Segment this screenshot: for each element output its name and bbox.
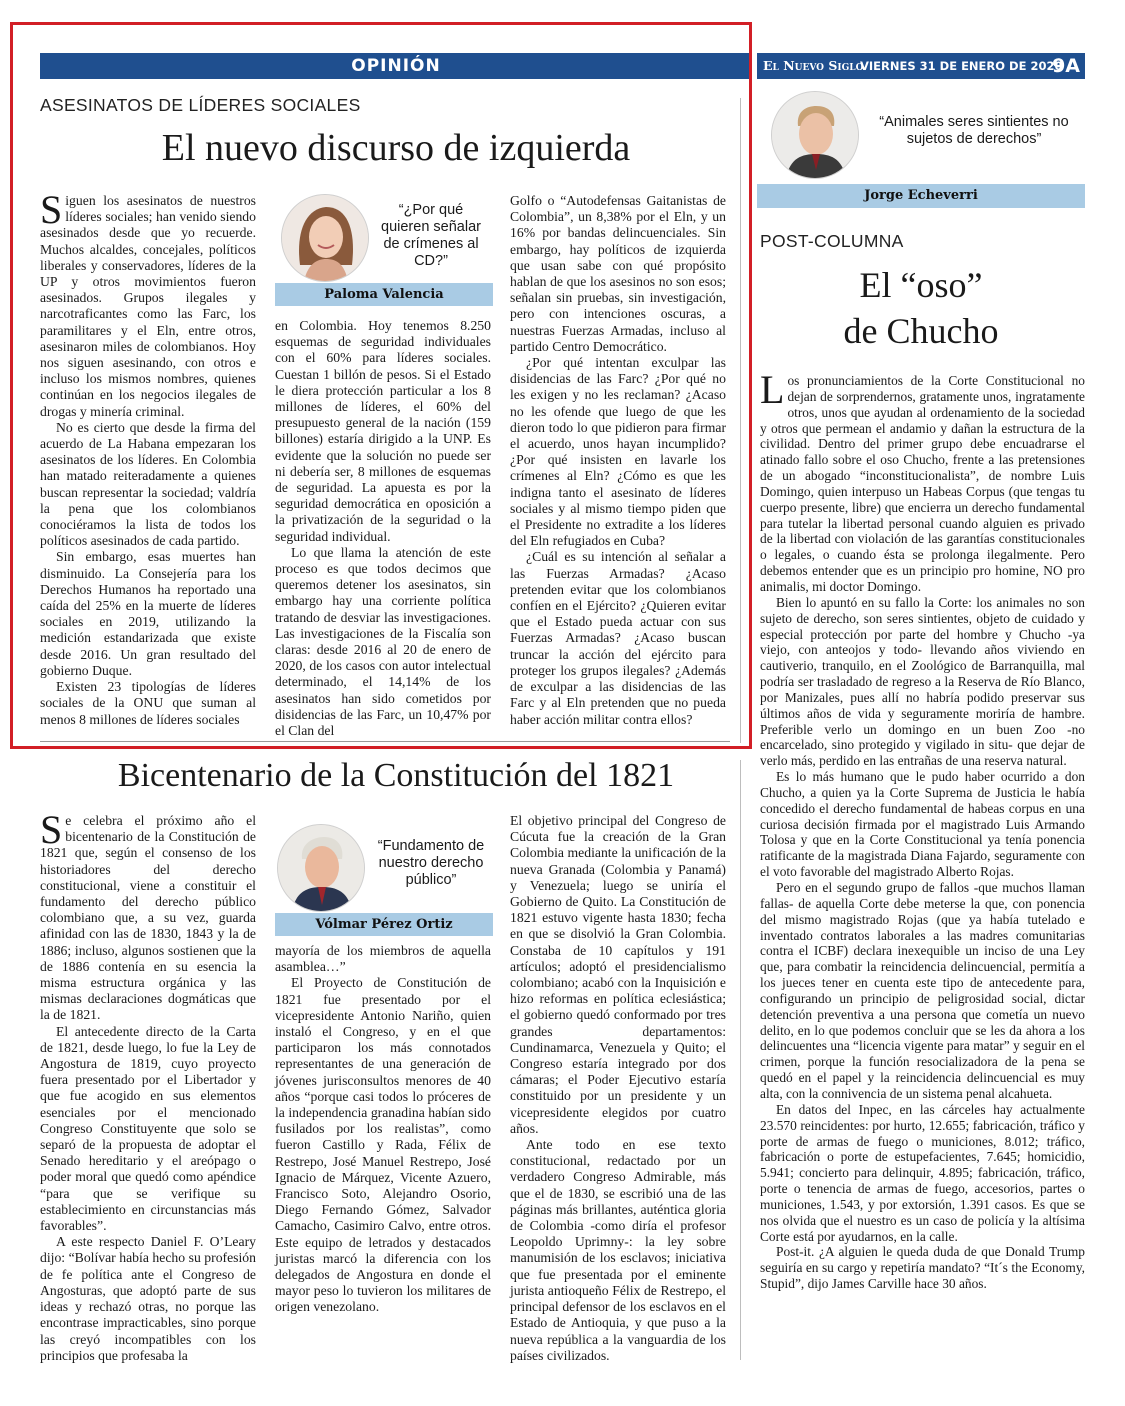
- author-photo: [281, 194, 369, 282]
- drop-cap: S: [40, 807, 63, 852]
- article3-title: El “oso” de Chucho: [843, 265, 999, 351]
- article2-column-3: El objetivo principal del Congreso de Cúcuta fue la creación de la Gran Colombia mediante la unificación de la nueva Granada (Colombia y Panamá) y Venezuela; luego se uniría el Gobierno de Quito. La Constitución de 1821 estuvo vigente hasta 1830; fecha en que se disolvió la Gran Colombia. Constaba de 10 capítulos y 191 artículos; adoptó el presidencialismo colombiano; acabó con la Inquisición e hizo reformas en política eclesiástica; el gobierno quedó conformado por tres grandes departamentos: Cundinamarca, Venezuela y Quito; el Congreso estaría integrado por dos cámaras; el Poder Ejecutivo estaría constituido por un presidente y un vicepresidente elegidos por cuatro años. Ante todo en ese texto constitucional, redactado por un verdadero Congreso Admirable, más que el de 1830, se escribió una de las páginas más brillantes, auténtica gloria de Colombia -como diría el profesor Leopoldo Uprimny-: la ley sobre manumisión de los esclavos; iniciativa que fue presentada por el eminente jurista antioqueño Félix de Restrepo, el principal defensor de los esclavos en el Estado de Antioquia, y que puso a la nueva república a la vanguardia de los países civilizados.: [510, 813, 726, 1363]
- article-separator: [40, 741, 730, 742]
- article1-kicker: ASESINATOS DE LÍDERES SOCIALES: [40, 95, 361, 115]
- section-title: OPINIÓN: [351, 56, 441, 76]
- newspaper-name: El Nuevo Siglo: [763, 58, 864, 73]
- article3-column: Los pronunciamientos de la Corte Constitucional no dejan de sorprendernos, gratamente unos, ingratamente otros, unos que ayudan al ordenamiento de la sociedad y otros que permean el andamio y dañan la estructura de la civilidad. Dentro del primer grupo debe encuadrarse el atinado fallo sobre el oso Chucho, frente a las pretensiones de un abogado “inconstitucionalista”, de nombre Luis Domingo, quien interpuso un Habeas Corpus (que tengas tu cuerpo presente, libre) que encierra un derecho fundamental para tutelar la libertad personal cuando alguien es privado de la libertad con violación de las garantías constitucionales o legales, o cuando ésta se prolonga ilegalmente. Pero debemos entender que es un principio pro homine, NO pro animalis, mi doctor Domingo. Bien lo apuntó en su fallo la Corte: los animales no son sujeto de derecho, son seres sintientes, objeto de cuidado y especial protección por parte del hombre y Chucho -ya viejo, con anteojos y todo- llevando años viviendo en cautiverio, tranquilo, en el Zoológico de Barranquilla, mal podría ser trasladado de regreso a la Reserva de Río Blanco, por Manizales, pues allí no habría podido preservar sus últimos años de vida y seguramente moriría de hambre. Preferible verlo un domingo en un buen Zoo -no encarcelado, sino protegido y vigilado in situ- que dejar de verlo más, perdido en las entrañas de una reserva natural. Es lo más humano que le pudo haber ocurrido a don Chucho, a quien ya la Corte Suprema de Justicia le había concedido el derecho fundamental de habeas corpus en una curiosa decisión firmada por el magistrado Luis Armando Tolosa y que en la Corte Constitucional ya tenía ponencia ratificante de la magistrada Diana Fajardo, seguramente con el voto favorable del magistrado Alberto Rojas. Pero en el segundo grupo de fallos -que muchos llaman fallas- de aquella Corte debe meterse la que, con ponencia del mismo magistrado Rojas (que ya había tutelado e inventado contratos laborales a las madres comunitarias contra el ICBF) declara inexequible un inciso de una Ley que, para combatir la reincidencia delincuencial, permitía a los jueces tener en cuenta este tipo de antecedente para, configurando un principio de peligrosidad social, dictar detención preventiva a una persona que cometía un nuevo delito, en lo que podemos concluir que se les da ahora a los delincuentes una “licencia vigente para matar” y seguir en el crimen, porque la función resocializadora de la pena se quedó en el papel y la reincidencia delincuencial es muy alta, con la connivencia de un sistema penal alcahueta. En datos del Inpec, en las cárceles hay actualmente 23.570 reincidentes: por hurto, 12.655; fabricación, tráfico y porte de armas de fuego o municiones, 8.012; tráfico, fabricación o porte de estupefacientes, 7.645; homicidio, 5.941; concierto para delinquir, 4.895; fabricación, tráfico, porte o tenencia de armas de fuego, accesorios, partes o municiones, 1.543, y por extorsión, 1.391 casos. Es que se nos olvida que el nuestro es un caso de policía y la altísima Corte está por ayudarnos, en la calle. Post-it. ¿A alguien le queda duda de que Donald Trump seguiría en su cargo y repetiría mandato? “It´s the Economy, Stupid”, dijo James Carville hace 30 años.: [760, 367, 1085, 1292]
- author-photo: [277, 824, 365, 912]
- author-portrait-icon: [772, 92, 858, 178]
- drop-cap: S: [40, 187, 63, 232]
- author-portrait-icon: [282, 195, 368, 281]
- author-box-paloma: [275, 190, 493, 308]
- drop-cap: L: [760, 367, 785, 412]
- article2-column-1: Se celebra el próximo año el bicentenario de la Constitución de 1821 que, según el consenso de los historiadores del derecho constitucional, viene a constituir el fundamento del derecho público colombiano que, a su vez, guarda afinidad con las de 1830, 1843 y la de 1886; incluso, algunos sostienen que la de 1886 contenía en su esencia la misma estructura orgánica y las mismas declaraciones dogmáticas que la de 1821. El antecedente directo de la Carta de 1821, desde luego, lo fue la Ley de Angostura de 1819, cuyo proyecto fuera presentado por el Libertador y que fue acogido en sus elementos esenciales por el mencionado Congreso Constituyente que solo se separó de la propuesta de adoptar el Senado hereditario y el areópago o poder moral que quedó como apéndice “para que se verifique su establecimiento en circunstancias más favorables”. A este respecto Daniel F. O’Leary dijo: “Bolívar había hecho su profesión de fe política ante el Congreso de Angosturas, que adoptó parte de sus ideas y rechazó otras, no porque las encontrase impracticables, sino porque las creyó incompatibles con los principios que profesaba la: [40, 807, 256, 1363]
- masthead-bar: [757, 53, 1085, 79]
- article1-column-1: Siguen los asesinatos de nuestros líderes sociales; han venido siendo asesinados desde que yo recuerde. Muchos alcaldes, concejales, políticos liberales y conservadores, líderes de la UP y otros movimientos fueron asesinados. Grupos ilegales y narcotraficantes como las Farc, los paramilitares y el Eln, entre otros, asesinaron miles de colombianos. Hoy nos siguen asesinando, con otros e incluso los mismos nombres, quienes continúan en los negocios ilegales de drogas y minería criminal. No es cierto que desde la firma del acuerdo de La Habana empezaran los asesinatos de los líderes. En Colombia han matado reiteradamente a quienes buscan representar la sociedad; valdría la pena que los colombianos conociéramos la lista de todos los políticos asesinados de cada partido. Sin embargo, esas muertes han disminuido. La Consejería para los Derechos Humanos ha reportado una caída del 25% en la muerte de líderes sociales en 2019, utilizando la medición estandarizada que existe desde 2016. Un gran resultado del gobierno Duque. Existen 23 tipologías de líderes sociales de la ONU que suman al menos 8 millones de líderes sociales: [40, 187, 256, 727]
- author-quote: “Fundamento de nuestro derecho público”: [377, 838, 485, 888]
- author-name: Jorge Echeverri: [757, 184, 1085, 208]
- issue-date: VIERNES 31 DE ENERO DE 2020: [860, 59, 1063, 73]
- article1-column-2: en Colombia. Hoy tenemos 8.250 esquemas de seguridad individuales con el 60% para líderes sociales. Cuestan 1 billón de pesos. Si el Estado le diera protección particular a los 8 millones de líderes, el 60% del presupuesto general de la nación (159 billones) estaría dirigido a la UNP. Es evidente que la solución no puede ser ni debería ser, 8 millones de esquemas de seguridad. La apuesta es por la seguridad democrática en oposición a la privatización de la seguridad o la seguridad individual. Lo que llama la atención de este proceso es que todos decimos que queremos detener los asesinatos, sin embargo hay una corriente política tratando de desviar las investigaciones. Las investigaciones de la Fiscalía son claras: desde 2016 al 20 de enero de 2020, de los casos con autor intelectual determinado, el 14,14% de los asesinatos han sido cometidos por disidencias de las Farc, un 10,47% por el Clan del: [275, 318, 491, 739]
- article2-column-2: mayoría de los miembros de aquella asamblea…” El Proyecto de Constitución de 1821 fue presentado por el vicepresidente Antonio Nariño, quien instaló el Congreso, y en el que participaron los más connotados representantes de una generación de jóvenes jurisconsultos menores de 40 años “porque casi todos lo próceres de la independencia granadina habían sido fusilados por los realistas”, como fueron Castillo y Rada, Félix de Restrepo, José Manuel Restrepo, José Ignacio de Márquez, Vicente Azuero, Francisco Soto, Alejandro Osorio, Diego Fernando Gómez, Salvador Camacho, Casimiro Calvo, entre otros. Este equipo de letrados y destacados juristas marcó la diferencia con los delegados de Angostura en donde el mayor peso lo tuvieron los militares de origen venezolano.: [275, 943, 491, 1315]
- column-rule: [740, 760, 741, 1360]
- author-box-jorge: [757, 88, 1085, 210]
- article1-column-3: Golfo o “Autodefensas Gaitanistas de Colombia”, un 8,38% por el Eln, y un 16% por bandas delincuenciales. Sin embargo, hay políticos de izquierda que usan sabe con qué propósito hablan de que los asesinos no son esos; señalan sin pruebas, sin investigación, pero con intenciones oscuras, a nuestras Fuerzas Armadas, incluso al partido Centro Democrático. ¿Por qué intentan exculpar las disidencias de las Farc? ¿Por qué no les exigen y no les reclaman? ¿Acaso no les ofende que luego de que les dieron todo lo que pidieron para firmar el acuerdo, unos hayan incumplido? ¿Por qué insisten en lavarle los crímenes al Eln? ¿Cómo es que les indigna tanto el asesinato de líderes sociales y al mismo tiempo piden que el Presidente no extradite a los líderes del Eln refugiados en Cuba? ¿Cuál es su intención al señalar a las Fuerzas Armadas? ¿Acaso pretenden evitar que los colombianos confíen en el Ejército? ¿Quieren evitar que el Estado pueda actuar con sus Fuerzas Armadas? ¿Acaso buscan truncar la acción del ejército para proteger los grupos ilegales? ¿Además de exculpar a las disidencias de las Farc y al Eln pretenden que no pueda haber acción militar contra ellos?: [510, 193, 726, 727]
- author-name: Vólmar Pérez Ortiz: [275, 913, 493, 936]
- article1-title: El nuevo discurso de izquierda: [161, 127, 631, 169]
- author-portrait-icon: [278, 825, 364, 911]
- author-quote: “¿Por qué quieren señalar de crímenes al CD?”: [381, 202, 481, 269]
- author-name: Paloma Valencia: [275, 283, 493, 306]
- author-quote: “Animales seres sintientes no sujetos de derechos”: [879, 114, 1069, 147]
- author-photo: [771, 91, 859, 179]
- article3-kicker: POST-COLUMNA: [760, 231, 904, 251]
- article2-title: Bicentenario de la Constitución del 1821: [117, 757, 675, 794]
- author-box-volmar: [275, 818, 493, 936]
- page-number: 9A: [1052, 55, 1080, 77]
- column-rule: [740, 98, 741, 743]
